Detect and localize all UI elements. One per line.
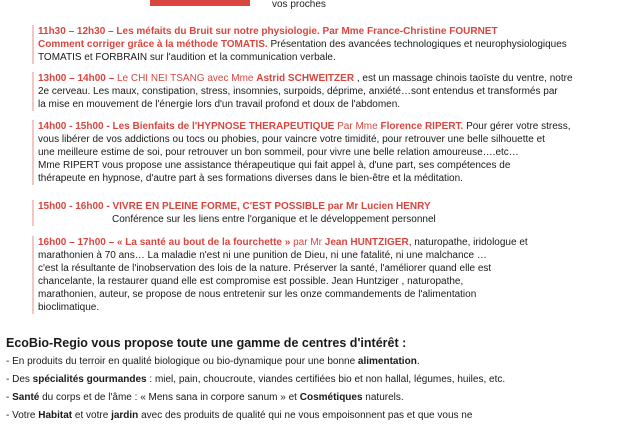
list-item-keyword: Santé [12, 392, 40, 403]
list-item-text: avec des produits de qualité qui ne vous empoisonnent pas et que vous ne [138, 410, 473, 421]
session-5-line6: bioclimatique. [38, 302, 100, 313]
list-item-text: . [416, 356, 420, 367]
session-5-line2: marathonien à 70 ans… La maladie n'est ni une punition de Dieu, ni une fatalité, ni une malchance … [38, 250, 487, 261]
list-item-text: - Des [6, 374, 33, 385]
session-2-speaker: Astrid SCHWEITZER [256, 73, 355, 84]
session-2-line2: 2e cerveau. Les maux, constipation, stress, insomnies, surpoids, déprime, anxiété…sont entendus et transformés par [38, 86, 558, 97]
list-item-keyword: Cosmétiques [299, 392, 363, 403]
session-2-title-mid: avec Mme [204, 73, 257, 84]
session-4 [32, 200, 630, 226]
session-1 [32, 25, 630, 64]
header-strip [0, 0, 640, 14]
session-3-heading [38, 120, 630, 133]
session-2-time: 13h00 – 14h00 – [38, 73, 117, 84]
session-2-line1-tail: , est un massage chinois taoïste du ventre, notre [354, 73, 573, 84]
session-3-line1-tail: Pour gérer votre stress, [463, 121, 571, 132]
session-1-heading [38, 25, 630, 38]
session-5-mid: par Mr [290, 237, 325, 248]
session-3-line5: thérapeute en hypnose, d'autre part à ses formations diverses dans le bien-être et la méditation. [38, 173, 463, 184]
session-2-title: Le CHI NEI TSANG [116, 73, 205, 84]
list-item-keyword: Habitat [38, 410, 73, 421]
offer-list [6, 353, 634, 425]
session-2 [32, 72, 630, 111]
session-1-subtitle: Comment corriger grâce à la méthode TOMATIS. [38, 39, 268, 50]
session-3 [32, 120, 630, 185]
session-3-line2: vous libérer de vos addictions ou tocs ou phobies, pour vaincre votre timidité, pour retrouver une belle silhouette et [38, 134, 545, 145]
list-item-text: et votre [72, 410, 112, 421]
session-5-title: « La santé au bout de la fourchette » [116, 237, 291, 248]
list-item-keyword: spécialités gourmandes [32, 374, 147, 385]
session-5-line4: chancelante, la restaurer quand elle est compromise est possible. Jean Huntziger , naturopathe, [38, 276, 464, 287]
session-1-title: Les méfaits du Bruit sur notre physiologie. Par Mme France-Christine FOURNET [116, 26, 498, 37]
session-5-time: 16h00 – 17h00 – [38, 237, 117, 248]
list-item [6, 389, 634, 407]
header-right-text: vos proches [272, 0, 326, 10]
session-4-line2: Conférence sur les liens entre l'organique et le développement personnel [112, 214, 436, 225]
list-item-text: : miel, pain, choucroute, viandes certifiées bio et non hallal, légumes, huiles, etc. [146, 374, 506, 385]
session-3-mid: Par Mme [334, 121, 381, 132]
list-item-text: - [6, 392, 13, 403]
list-item-text: du corps et de l'âme : « Mens sana in corpore sanum » et [39, 392, 300, 403]
header-banner [150, 0, 250, 6]
session-2-line3: la mise en mouvement de l'énergie lors d'un travail profond et doux de l'abdomen. [38, 99, 401, 110]
list-item-text: - Votre [6, 410, 39, 421]
session-5 [32, 236, 630, 314]
session-5-speaker: Jean HUNTZIGER [324, 237, 409, 248]
session-5-line3: c'est la résultante de l'inobservation des lois de la nature. Préserver la santé, l'améliorer quand elle est [38, 263, 492, 274]
session-1-line2-text: Présentation des avancées technologiques et neurophysiologiques [267, 39, 567, 50]
session-2-heading [38, 72, 630, 85]
session-4-title: VIVRE EN PLEINE FORME, C'EST POSSIBLE par Mr Lucien HENRY [112, 201, 431, 212]
list-item-keyword: alimentation [357, 356, 417, 367]
list-item-text: naturels. [362, 392, 404, 403]
session-5-line1-tail: , naturopathe, iridologue et [408, 237, 528, 248]
session-4-time: 15h00 - 16h00 - [38, 201, 113, 212]
session-3-speaker: Florence RIPERT. [380, 121, 464, 132]
session-1-line2 [38, 38, 630, 51]
offer-title: EcoBio-Regio vous propose toute une gamme de centres d'intérêt : [6, 336, 407, 350]
session-3-line4: Mme RIPERT vous propose une assistance thérapeutique qui fait appel à, d'une part, ses compétences de [38, 160, 511, 171]
list-item [6, 407, 634, 425]
session-4-heading [38, 200, 630, 213]
list-item-keyword: jardin [111, 410, 139, 421]
session-5-line5: marathonien, auteur, se propose de nous entretenir sur les onze commandements de l'alimentation [38, 289, 477, 300]
list-item-text: - En produits du terroir en qualité biologique ou bio-dynamique pour une bonne [6, 356, 358, 367]
session-3-title: Les Bienfaits de l'HYPNOSE THERAPEUTIQUE [112, 121, 335, 132]
session-3-line3: une meilleure estime de soi, pour retrouver un bon sommeil, pour vivre une belle relation amoureuse….etc… [38, 147, 519, 158]
session-1-line3: TOMATIS et FORBRAIN sur l'audition et la communication verbale. [38, 52, 336, 63]
session-1-time: 11h30 – 12h30 – [38, 26, 117, 37]
session-3-time: 14h00 - 15h00 - [38, 121, 113, 132]
list-item [6, 371, 634, 389]
session-5-heading [38, 236, 630, 249]
list-item [6, 353, 634, 371]
